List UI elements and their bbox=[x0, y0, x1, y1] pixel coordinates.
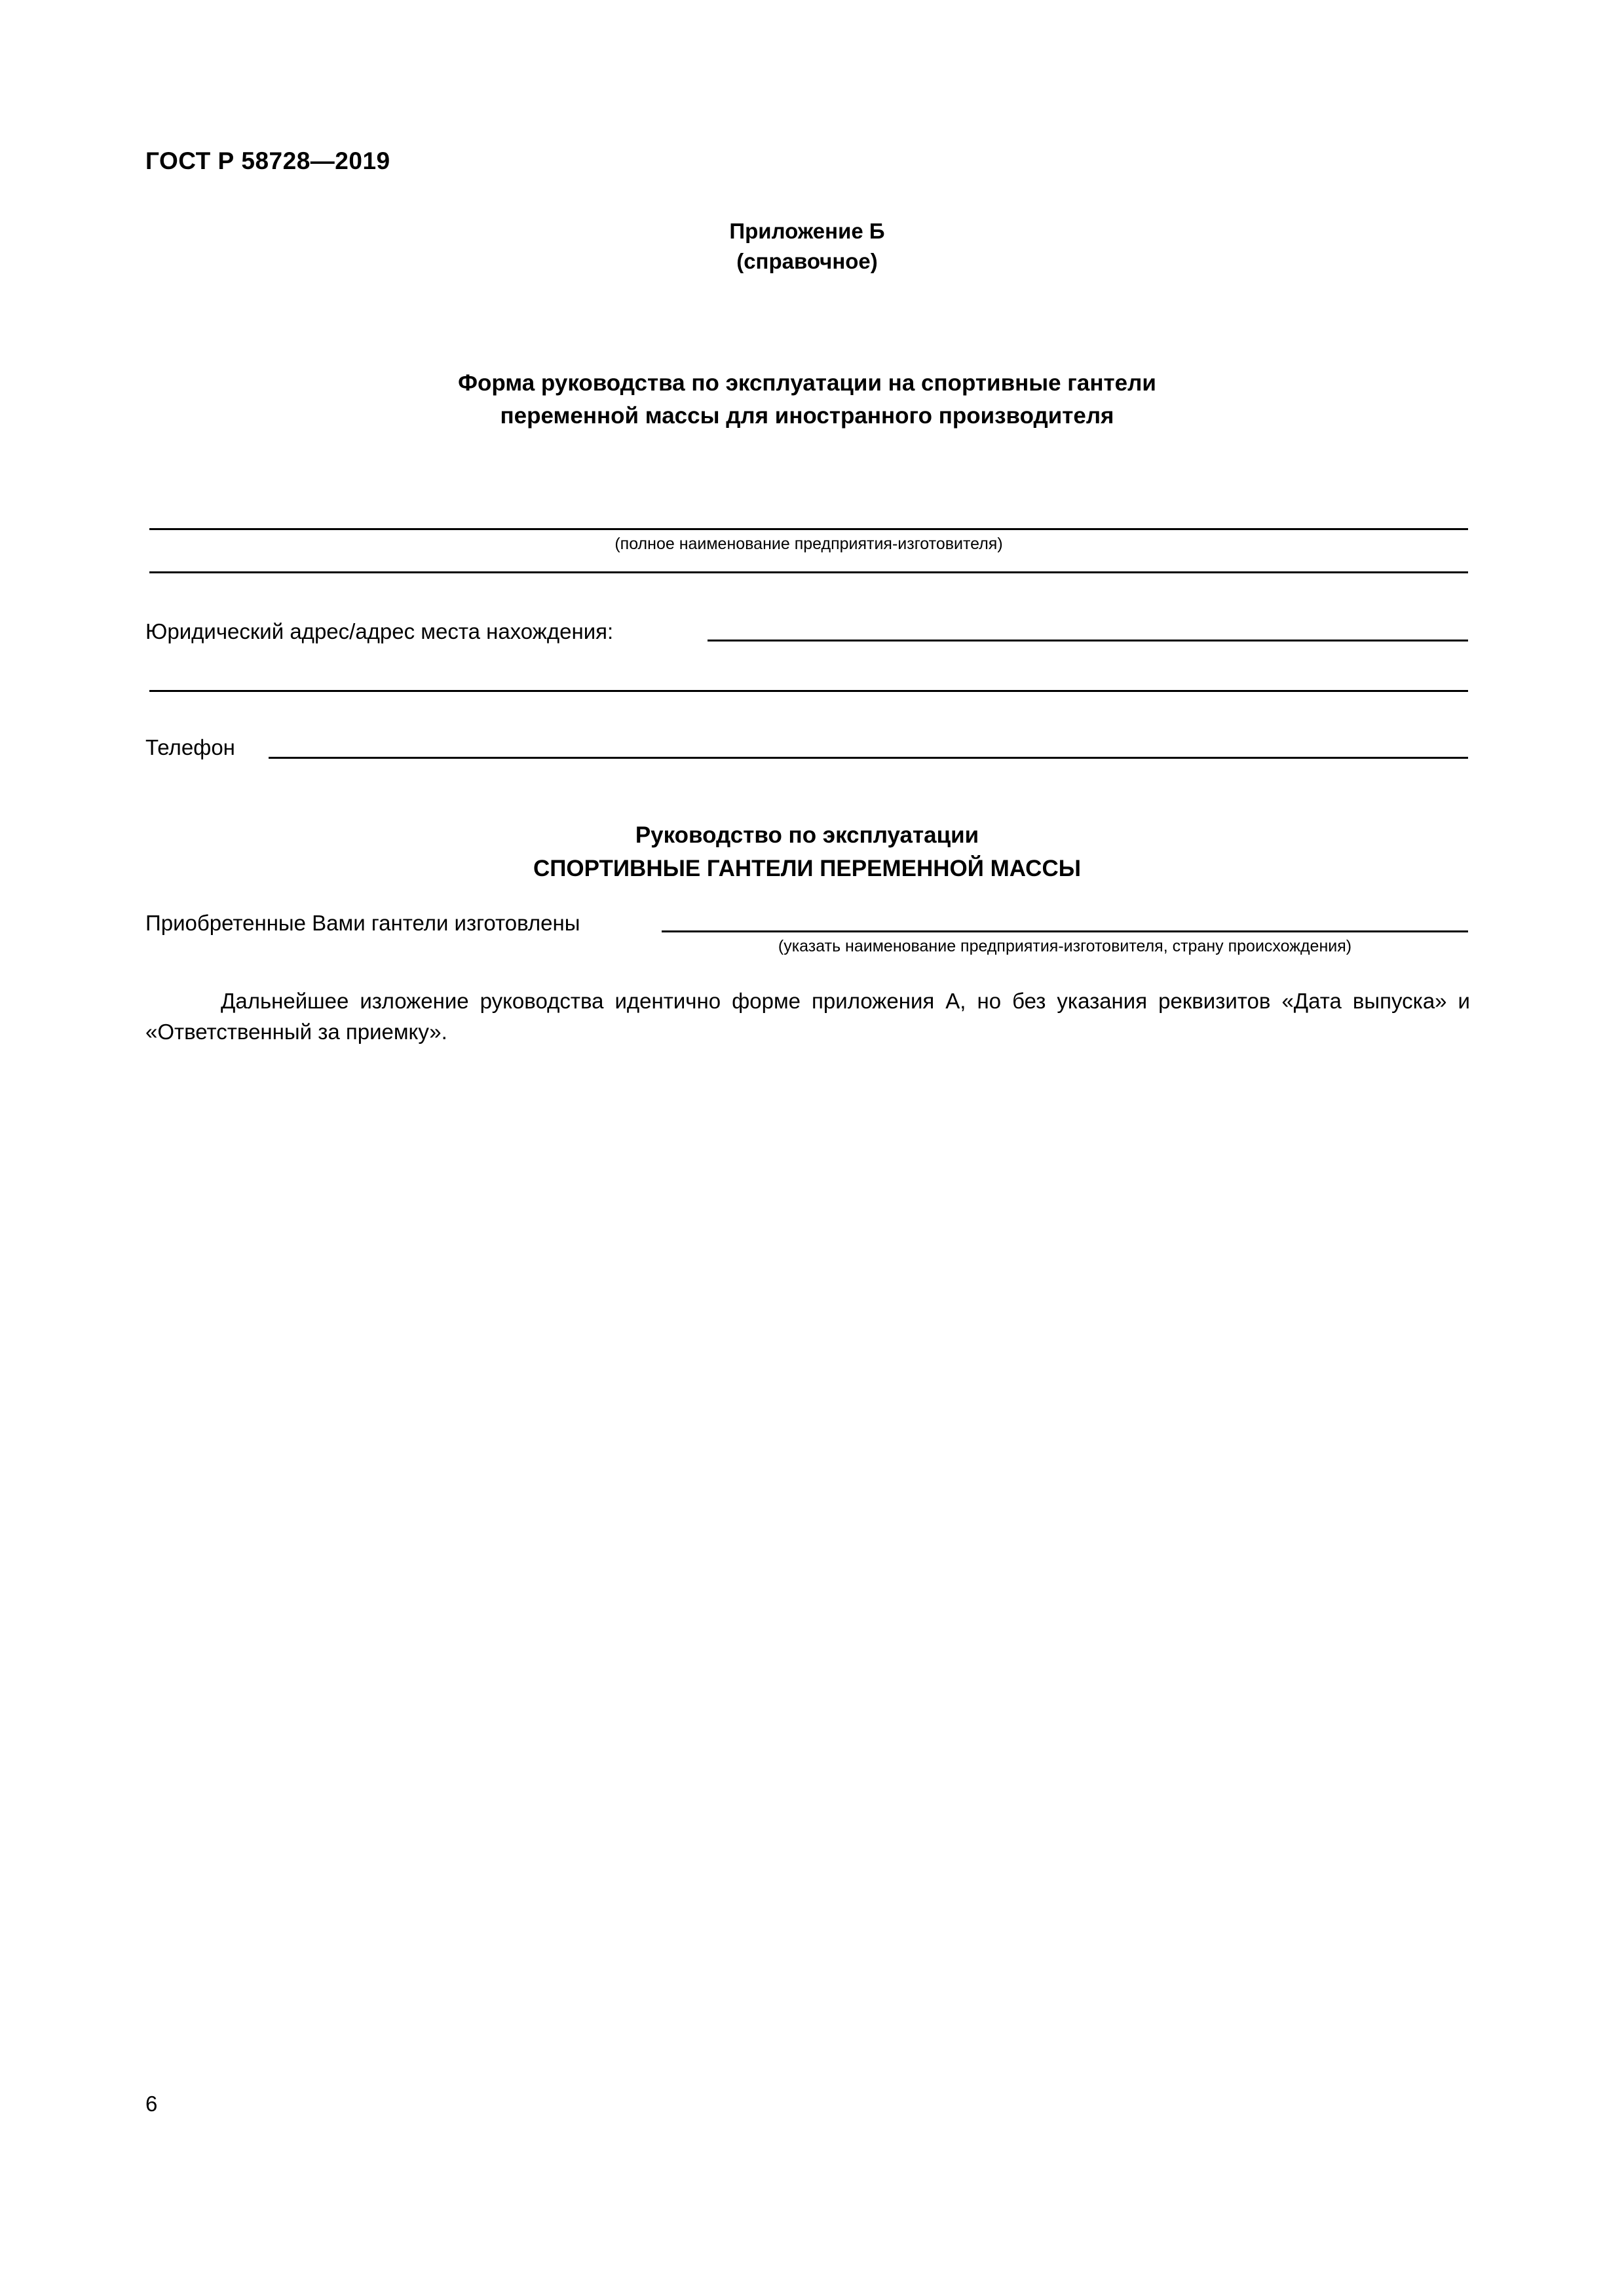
phone-rule[interactable] bbox=[269, 757, 1468, 759]
annex-subtitle: (справочное) bbox=[736, 248, 878, 273]
body-paragraph: Дальнейшее изложение руководства идентично форме приложения А, но без указания реквизитов «Дата выпуска» и «Ответственный за приемку». bbox=[145, 989, 1470, 1044]
manufacturer-name-caption: (полное наименование предприятия-изготовителя) bbox=[614, 535, 1003, 553]
manual-heading-line-1: Руководство по эксплуатации bbox=[635, 822, 979, 848]
page-title-line-1: Форма руководства по эксплуатации на спортивные гантели bbox=[458, 370, 1156, 396]
manufacturer-name-rule-2 bbox=[149, 571, 1468, 573]
legal-address-rule-2[interactable] bbox=[149, 690, 1468, 692]
page-title-line-2: переменной массы для иностранного производителя bbox=[500, 402, 1114, 429]
purchased-caption: (указать наименование предприятия-изготовителя, страну происхождения) bbox=[778, 937, 1352, 955]
manufacturer-name-rule-1 bbox=[149, 528, 1468, 530]
standard-designation-header: ГОСТ Р 58728—2019 bbox=[145, 147, 390, 174]
purchased-rule[interactable] bbox=[662, 930, 1468, 932]
phone-label: Телефон bbox=[145, 735, 235, 759]
legal-address-label: Юридический адрес/адрес места нахождения: bbox=[145, 619, 614, 643]
annex-heading bbox=[145, 216, 1469, 276]
page-title bbox=[145, 367, 1469, 432]
purchased-label: Приобретенные Вами гантели изготовлены bbox=[145, 911, 580, 935]
page-number: 6 bbox=[145, 2092, 158, 2116]
annex-title: Приложение Б bbox=[729, 219, 885, 243]
manual-heading-line-2: СПОРТИВНЫЕ ГАНТЕЛИ ПЕРЕМЕННОЙ МАССЫ bbox=[533, 855, 1082, 881]
legal-address-rule-1[interactable] bbox=[708, 640, 1468, 641]
manual-heading bbox=[145, 819, 1469, 886]
